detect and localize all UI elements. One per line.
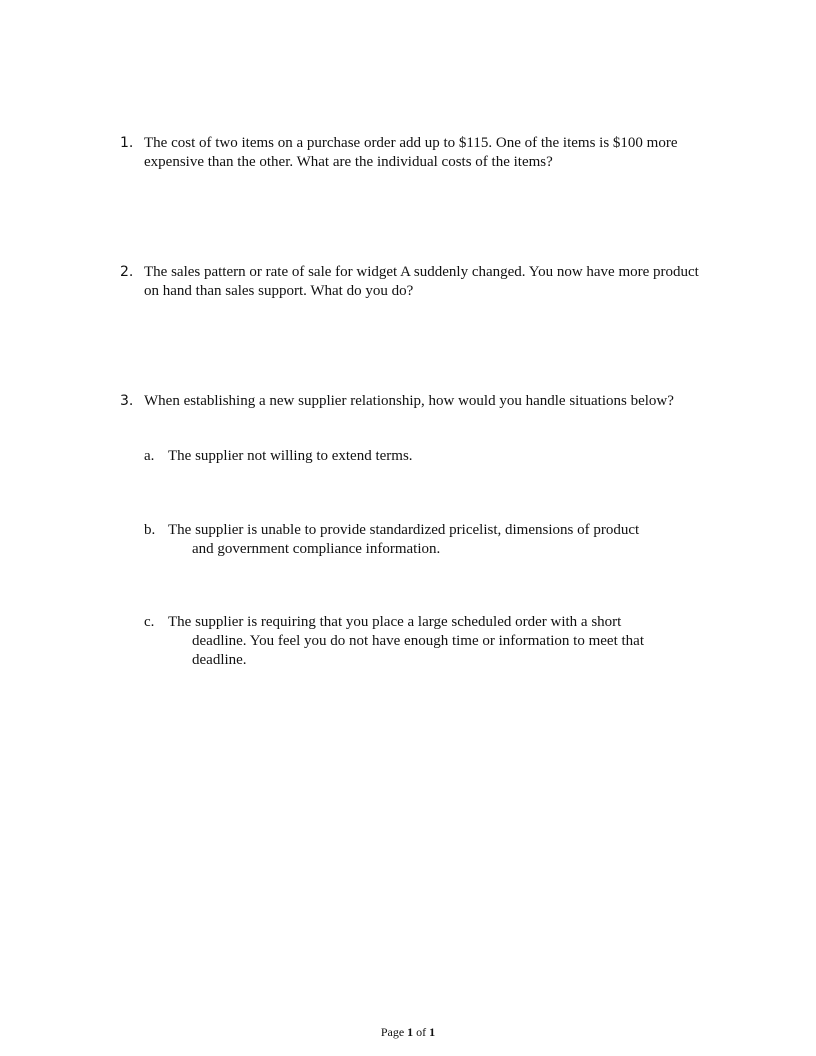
question-text: The cost of two items on a purchase order add up to $115. One of the items is $100 more expensive than the other. What are the individual costs of the items? bbox=[144, 135, 678, 170]
question-text: The sales pattern or rate of sale for widget A suddenly changed. You now have more product on hand than sales support. What do you do? bbox=[144, 264, 699, 299]
subitem-letter: a. bbox=[144, 448, 155, 464]
subitem-continuation: deadline. You feel you do not have enough time or information to meet that deadline. bbox=[192, 633, 644, 668]
question-text: When establishing a new supplier relationship, how would you handle situations below? bbox=[144, 393, 674, 409]
subitem-text bbox=[168, 521, 688, 559]
subitem-first-line: The supplier is unable to provide standardized pricelist, dimensions of product bbox=[168, 522, 640, 538]
question-number: 3. bbox=[120, 393, 134, 409]
footer-of-label: of bbox=[416, 1025, 427, 1039]
subitem-first-line: The supplier is requiring that you place a large scheduled order with a short bbox=[168, 614, 622, 630]
subitem-letter: b. bbox=[144, 522, 156, 538]
page-footer bbox=[0, 1024, 816, 1040]
subitem-first-line: The supplier not willing to extend terms. bbox=[168, 448, 413, 464]
subitem-text bbox=[168, 447, 688, 466]
footer-total-pages: 1 bbox=[429, 1025, 436, 1039]
question-number: 1. bbox=[120, 135, 134, 151]
footer-current-page: 1 bbox=[407, 1025, 414, 1039]
footer-page-label: Page bbox=[380, 1025, 405, 1039]
question-number: 2. bbox=[120, 264, 134, 280]
subitem-continuation: and government compliance information. bbox=[192, 541, 441, 557]
subitem-text bbox=[168, 613, 688, 670]
subitem-letter: c. bbox=[144, 614, 155, 630]
